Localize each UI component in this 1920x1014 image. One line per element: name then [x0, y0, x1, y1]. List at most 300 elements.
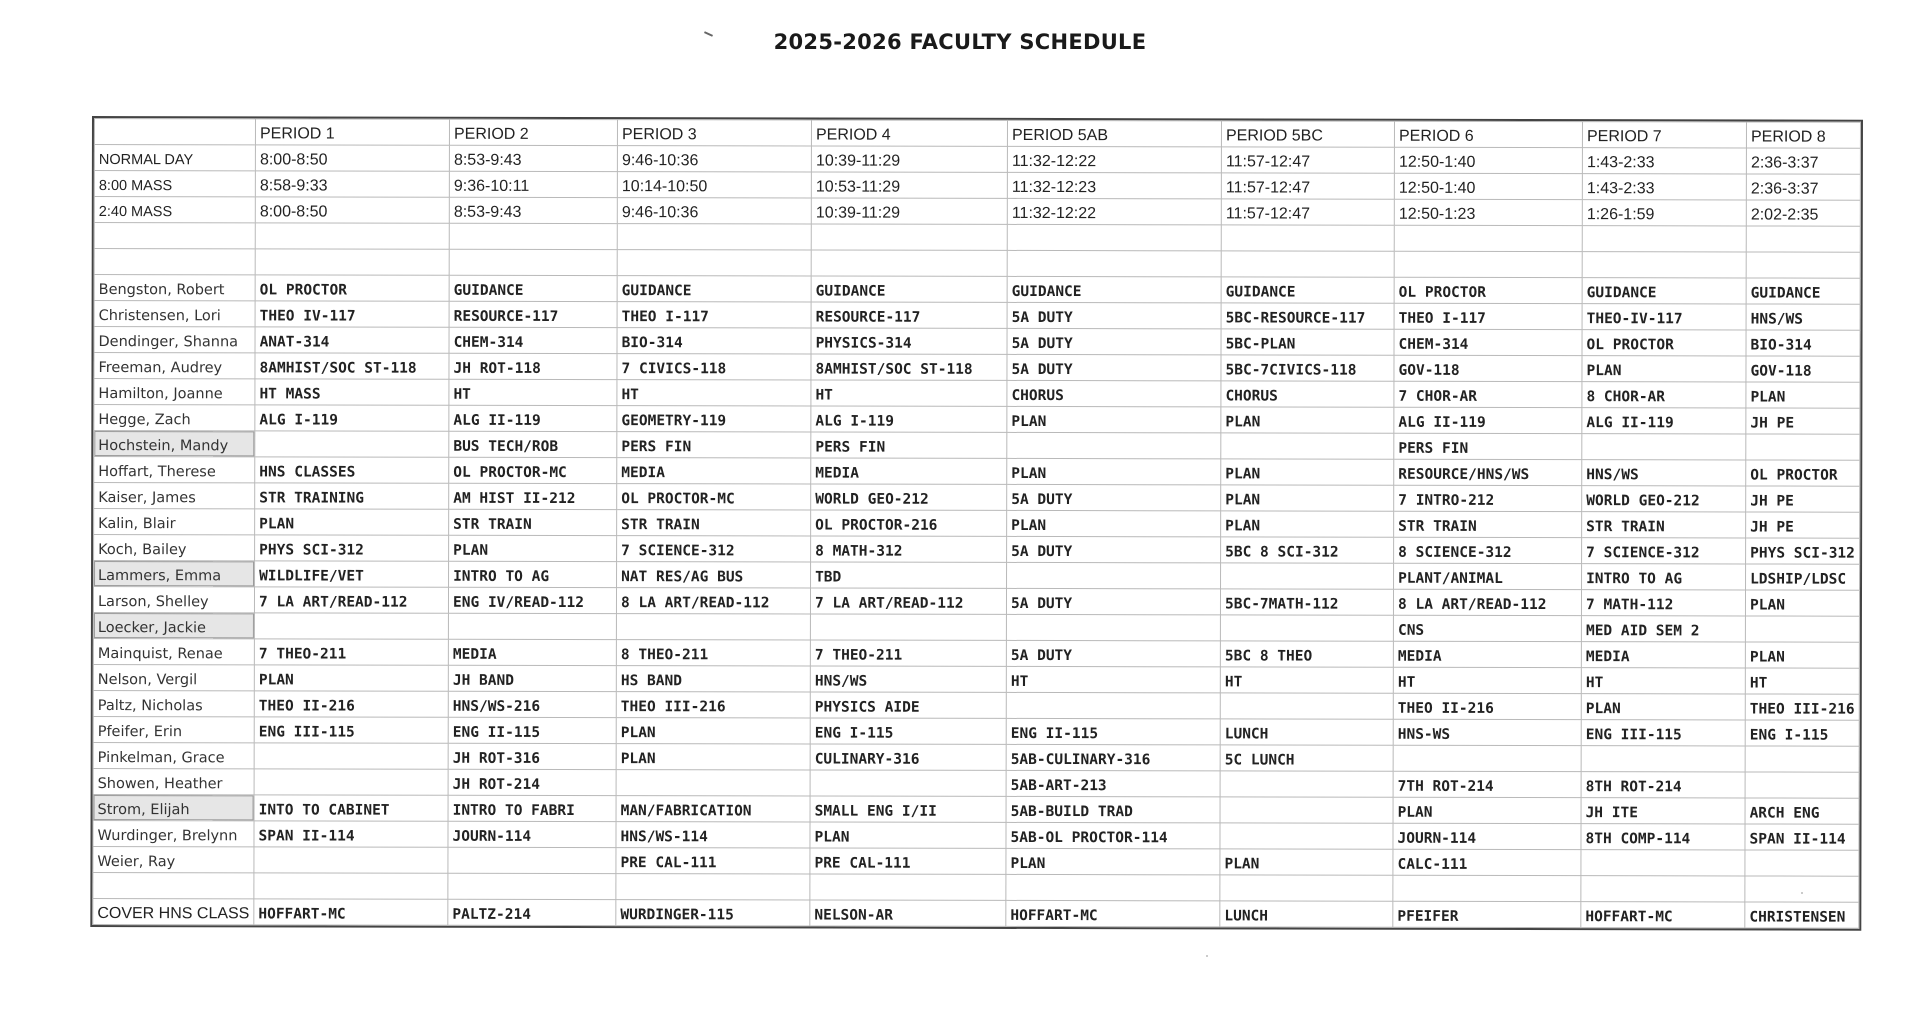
header-label: [94, 119, 255, 145]
faculty-period-5: 5A DUTY: [1007, 484, 1221, 510]
time-period-2: 9:36-10:11: [449, 171, 617, 197]
faculty-period-3: 8 THEO-211: [616, 640, 810, 666]
faculty-period-6: PLAN: [1221, 511, 1394, 537]
time-period-3: 9:46-10:36: [617, 198, 811, 224]
time-period-4: 10:53-11:29: [811, 172, 1007, 198]
faculty-period-2: ENG II-115: [448, 717, 616, 743]
faculty-period-4: HT: [811, 380, 1007, 406]
faculty-period-8: MED AID SEM 2: [1581, 616, 1745, 642]
faculty-period-1: PHYS SCI-312: [255, 535, 449, 561]
faculty-label: Bengston, Robert: [94, 275, 255, 301]
faculty-period-8: 8TH COMP-114: [1581, 824, 1745, 850]
faculty-period-7: GOV-118: [1394, 355, 1582, 381]
faculty-period-1: ALG I-119: [255, 405, 449, 431]
faculty-period-7: THEO I-117: [1394, 303, 1582, 329]
faculty-row: [94, 301, 1860, 331]
faculty-period-1: 7 THEO-211: [254, 639, 448, 665]
faculty-period-3: HS BAND: [616, 666, 810, 692]
faculty-label: Hoffart, Therese: [94, 457, 255, 483]
faculty-period-2: JH ROT-214: [448, 769, 616, 795]
faculty-row: [94, 275, 1860, 305]
faculty-period-8: 7 SCIENCE-312: [1582, 538, 1746, 564]
faculty-period-2: HT: [449, 379, 617, 405]
faculty-period-6: PLAN: [1221, 459, 1394, 485]
faculty-period-7: [1393, 745, 1581, 771]
faculty-period-1: WILDLIFE/VET: [255, 561, 449, 587]
empty-cell: [1220, 875, 1393, 901]
faculty-period-7: 8 SCIENCE-312: [1394, 537, 1582, 563]
faculty-label: Christensen, Lori: [94, 301, 255, 327]
faculty-period-3: BIO-314: [617, 328, 811, 354]
faculty-row: [94, 353, 1860, 383]
faculty-label: Weier, Ray: [93, 847, 254, 873]
faculty-period-8: HNS/WS: [1582, 460, 1746, 486]
faculty-period-5: 5AB-OL PROCTOR-114: [1006, 822, 1220, 848]
faculty-period-3: PERS FIN: [617, 432, 811, 458]
time-row: [94, 197, 1860, 227]
faculty-period-4: WORLD GEO-212: [811, 484, 1007, 510]
empty-cell: [617, 250, 811, 276]
faculty-period-6: 5BC-7CIVICS-118: [1221, 355, 1394, 381]
faculty-label: Hegge, Zach: [94, 405, 255, 431]
faculty-period-8: MEDIA: [1581, 642, 1745, 668]
faculty-period-5: HT: [1006, 666, 1220, 692]
blank-row: [94, 249, 1860, 279]
faculty-period-8: INTRO TO AG: [1582, 564, 1746, 590]
faculty-period-3: THEO I-117: [617, 302, 811, 328]
faculty-label: Hochstein, Mandy: [94, 431, 255, 457]
faculty-period-3: HNS/WS-114: [616, 822, 810, 848]
faculty-period-6: PLAN: [1220, 849, 1393, 875]
faculty-label: Kaiser, James: [94, 483, 255, 509]
header-period-4: PERIOD 4: [811, 120, 1007, 146]
faculty-period-7: ALG II-119: [1394, 407, 1582, 433]
faculty-period-8: STR TRAIN: [1582, 512, 1746, 538]
empty-cell: [255, 223, 449, 249]
empty-cell: [616, 874, 810, 900]
faculty-period-3: STR TRAIN: [617, 510, 811, 536]
faculty-period-8: WORLD GEO-212: [1582, 486, 1746, 512]
faculty-label: Showen, Heather: [93, 769, 254, 795]
empty-cell: [811, 224, 1007, 250]
empty-cell: [811, 250, 1007, 276]
faculty-row: [93, 613, 1859, 643]
faculty-period-1: [254, 769, 448, 795]
time-period-8: 1:43-2:33: [1582, 174, 1746, 200]
cover-period-8: HOFFART-MC: [1581, 902, 1745, 928]
header-period-3: PERIOD 3: [617, 120, 811, 146]
empty-cell: [1221, 225, 1394, 251]
faculty-period-2: PLAN: [449, 535, 617, 561]
faculty-period-9: LDSHIP/LDSC: [1746, 564, 1860, 590]
faculty-period-2: MEDIA: [448, 639, 616, 665]
time-label: NORMAL DAY: [94, 145, 255, 171]
faculty-row: [94, 327, 1860, 357]
faculty-row: [94, 379, 1860, 409]
empty-cell: [1581, 876, 1745, 902]
faculty-period-6: [1221, 433, 1394, 459]
faculty-period-5: [1007, 432, 1221, 458]
faculty-row: [94, 405, 1860, 435]
faculty-row: [94, 509, 1860, 539]
faculty-period-8: JH ITE: [1581, 798, 1745, 824]
faculty-period-9: GOV-118: [1746, 356, 1860, 382]
faculty-period-7: JOURN-114: [1393, 823, 1581, 849]
faculty-row: [93, 847, 1859, 877]
scan-speck: [1206, 955, 1208, 957]
time-period-3: 9:46-10:36: [617, 146, 811, 172]
empty-cell: [94, 249, 255, 275]
time-period-9: 2:36-3:37: [1746, 174, 1860, 200]
faculty-period-8: ENG III-115: [1581, 720, 1745, 746]
faculty-period-9: HNS/WS: [1746, 304, 1860, 330]
header-period-1: PERIOD 1: [255, 119, 449, 145]
faculty-period-7: PLAN: [1393, 797, 1581, 823]
time-row: [94, 145, 1860, 175]
faculty-period-2: [448, 613, 616, 639]
faculty-period-1: PLAN: [255, 509, 449, 535]
faculty-period-9: GUIDANCE: [1746, 278, 1860, 304]
faculty-period-3: [616, 614, 810, 640]
faculty-period-9: [1745, 746, 1859, 772]
faculty-period-9: [1745, 772, 1859, 798]
time-period-7: 12:50-1:40: [1394, 173, 1582, 199]
faculty-row: [93, 717, 1859, 747]
faculty-period-7: MEDIA: [1393, 641, 1581, 667]
faculty-period-3: MAN/FABRICATION: [616, 796, 810, 822]
faculty-period-2: HNS/WS-216: [448, 691, 616, 717]
cover-period-1: HOFFART-MC: [254, 899, 448, 925]
cover-period-3: WURDINGER-115: [616, 900, 810, 926]
faculty-period-4: [810, 770, 1006, 796]
faculty-period-8: 8 CHOR-AR: [1582, 382, 1746, 408]
faculty-period-1: THEO IV-117: [255, 301, 449, 327]
faculty-period-9: ENG I-115: [1745, 720, 1859, 746]
faculty-period-5: 5A DUTY: [1007, 302, 1221, 328]
faculty-period-7: HNS-WS: [1393, 719, 1581, 745]
faculty-label: Mainquist, Renae: [93, 639, 254, 665]
faculty-period-9: [1746, 434, 1860, 460]
faculty-period-3: PLAN: [616, 718, 810, 744]
faculty-period-3: THEO III-216: [616, 692, 810, 718]
faculty-period-5: [1006, 692, 1220, 718]
faculty-period-9: [1745, 850, 1859, 876]
faculty-period-5: 5A DUTY: [1007, 354, 1221, 380]
faculty-period-8: [1581, 746, 1745, 772]
faculty-row: [93, 821, 1859, 851]
cover-period-4: NELSON-AR: [810, 900, 1006, 926]
time-period-9: 2:02-2:35: [1746, 200, 1860, 226]
faculty-period-7: CHEM-314: [1394, 329, 1582, 355]
faculty-period-1: [254, 847, 448, 873]
faculty-period-8: [1582, 434, 1746, 460]
time-period-5: 11:32-12:23: [1007, 172, 1221, 198]
faculty-period-6: CHORUS: [1221, 381, 1394, 407]
time-period-5: 11:32-12:22: [1007, 146, 1221, 172]
faculty-period-4: 7 LA ART/READ-112: [811, 588, 1007, 614]
faculty-period-6: [1220, 771, 1393, 797]
faculty-period-3: 8 LA ART/READ-112: [617, 588, 811, 614]
faculty-period-2: JH ROT-118: [449, 353, 617, 379]
time-period-1: 8:00-8:50: [255, 145, 449, 171]
faculty-period-3: GUIDANCE: [617, 276, 811, 302]
faculty-period-8: 8TH ROT-214: [1581, 772, 1745, 798]
time-period-2: 8:53-9:43: [449, 145, 617, 171]
cover-period-9: CHRISTENSEN: [1745, 902, 1859, 928]
empty-cell: [255, 249, 449, 275]
faculty-period-5: 5A DUTY: [1006, 640, 1220, 666]
faculty-period-4: PERS FIN: [811, 432, 1007, 458]
time-period-5: 11:32-12:22: [1007, 198, 1221, 224]
faculty-period-4: RESOURCE-117: [811, 302, 1007, 328]
empty-cell: [1394, 225, 1582, 251]
header-period-7: PERIOD 6: [1394, 121, 1582, 147]
empty-cell: [1746, 252, 1860, 278]
faculty-period-1: 7 LA ART/READ-112: [255, 587, 449, 613]
faculty-row: [93, 639, 1859, 669]
empty-cell: [810, 874, 1006, 900]
faculty-period-5: GUIDANCE: [1007, 276, 1221, 302]
time-period-9: 2:36-3:37: [1746, 148, 1860, 174]
faculty-label: Loecker, Jackie: [93, 613, 254, 639]
faculty-label: Strom, Elijah: [93, 795, 254, 821]
header-period-2: PERIOD 2: [449, 119, 617, 145]
faculty-period-1: ENG III-115: [254, 717, 448, 743]
faculty-period-6: [1220, 823, 1393, 849]
time-period-2: 8:53-9:43: [449, 197, 617, 223]
empty-cell: [449, 249, 617, 275]
faculty-period-3: 7 CIVICS-118: [617, 354, 811, 380]
faculty-period-2: OL PROCTOR-MC: [449, 457, 617, 483]
faculty-period-2: JH BAND: [448, 665, 616, 691]
faculty-period-7: 7 INTRO-212: [1394, 485, 1582, 511]
faculty-period-1: ANAT-314: [255, 327, 449, 353]
faculty-period-8: [1581, 850, 1745, 876]
faculty-period-6: LUNCH: [1220, 719, 1393, 745]
schedule-table: [92, 118, 1860, 929]
faculty-period-5: 5A DUTY: [1007, 588, 1221, 614]
faculty-period-2: ALG II-119: [449, 405, 617, 431]
faculty-period-7: 8 LA ART/READ-112: [1394, 589, 1582, 615]
faculty-period-7: STR TRAIN: [1394, 511, 1582, 537]
header-period-8: PERIOD 7: [1582, 122, 1746, 148]
faculty-label: Koch, Bailey: [94, 535, 255, 561]
faculty-period-8: PLAN: [1581, 694, 1745, 720]
faculty-label: Freeman, Audrey: [94, 353, 255, 379]
time-period-6: 11:57-12:47: [1221, 173, 1394, 199]
time-period-1: 8:00-8:50: [255, 197, 449, 223]
faculty-period-4: PRE CAL-111: [810, 848, 1006, 874]
faculty-label: Dendinger, Shanna: [94, 327, 255, 353]
empty-cell: [449, 223, 617, 249]
faculty-period-1: PLAN: [254, 665, 448, 691]
faculty-label: Nelson, Vergil: [93, 665, 254, 691]
empty-cell: [1746, 226, 1860, 252]
faculty-period-8: OL PROCTOR: [1582, 330, 1746, 356]
faculty-period-6: 5BC-RESOURCE-117: [1221, 303, 1394, 329]
faculty-period-2: CHEM-314: [449, 327, 617, 353]
faculty-period-1: [255, 431, 449, 457]
faculty-period-1: 8AMHIST/SOC ST-118: [255, 353, 449, 379]
faculty-row: [93, 769, 1859, 799]
faculty-period-3: PRE CAL-111: [616, 848, 810, 874]
faculty-period-5: CHORUS: [1007, 380, 1221, 406]
faculty-period-4: PHYSICS AIDE: [810, 692, 1006, 718]
schedule-sheet: [90, 116, 1863, 931]
faculty-period-6: 5BC 8 SCI-312: [1221, 537, 1394, 563]
faculty-period-6: 5BC-PLAN: [1221, 329, 1394, 355]
time-period-3: 10:14-10:50: [617, 172, 811, 198]
faculty-period-8: 7 MATH-112: [1582, 590, 1746, 616]
faculty-period-6: [1220, 615, 1393, 641]
scan-speck: [1801, 892, 1803, 894]
time-period-1: 8:58-9:33: [255, 171, 449, 197]
faculty-row: [93, 743, 1859, 773]
faculty-period-5: 5A DUTY: [1007, 328, 1221, 354]
faculty-period-4: PHYSICS-314: [811, 328, 1007, 354]
empty-cell: [1393, 875, 1581, 901]
faculty-period-5: PLAN: [1007, 458, 1221, 484]
faculty-period-9: ARCH ENG: [1745, 798, 1859, 824]
cover-period-5: HOFFART-MC: [1006, 900, 1220, 926]
faculty-period-5: ENG II-115: [1006, 718, 1220, 744]
faculty-period-5: 5AB-CULINARY-316: [1006, 744, 1220, 770]
faculty-label: Hamilton, Joanne: [94, 379, 255, 405]
faculty-period-3: NAT RES/AG BUS: [617, 562, 811, 588]
faculty-period-2: GUIDANCE: [449, 275, 617, 301]
faculty-period-9: [1745, 616, 1859, 642]
faculty-label: Wurdinger, Brelynn: [93, 821, 254, 847]
faculty-period-4: TBD: [811, 562, 1007, 588]
faculty-period-2: INTRO TO AG: [449, 561, 617, 587]
faculty-period-4: 8 MATH-312: [811, 536, 1007, 562]
faculty-period-5: [1007, 562, 1221, 588]
faculty-period-2: ENG IV/READ-112: [449, 587, 617, 613]
faculty-period-7: HT: [1393, 667, 1581, 693]
faculty-period-1: STR TRAINING: [255, 483, 449, 509]
faculty-period-2: INTRO TO FABRI: [448, 795, 616, 821]
faculty-period-1: [254, 743, 448, 769]
time-period-8: 1:26-1:59: [1582, 200, 1746, 226]
faculty-period-9: JH PE: [1746, 408, 1860, 434]
empty-cell: [1745, 876, 1859, 902]
faculty-period-3: OL PROCTOR-MC: [617, 484, 811, 510]
page-title: 2025-2026 FACULTY SCHEDULE: [773, 30, 1147, 54]
faculty-period-3: [616, 770, 810, 796]
faculty-period-9: BIO-314: [1746, 330, 1860, 356]
cover-period-6: LUNCH: [1220, 901, 1393, 927]
time-period-7: 12:50-1:40: [1394, 147, 1582, 173]
faculty-period-6: 5BC 8 THEO: [1220, 641, 1393, 667]
time-label: 8:00 MASS: [94, 171, 255, 197]
faculty-period-8: HT: [1581, 668, 1745, 694]
faculty-period-1: OL PROCTOR: [255, 275, 449, 301]
faculty-period-6: [1220, 693, 1393, 719]
empty-cell: [1582, 226, 1746, 252]
header-period-9: PERIOD 8: [1746, 122, 1860, 148]
faculty-period-7: PERS FIN: [1394, 433, 1582, 459]
faculty-period-9: HT: [1745, 668, 1859, 694]
faculty-period-1: SPAN II-114: [254, 821, 448, 847]
faculty-period-7: 7 CHOR-AR: [1394, 381, 1582, 407]
time-period-7: 12:50-1:23: [1394, 199, 1582, 225]
faculty-period-4: OL PROCTOR-216: [811, 510, 1007, 536]
faculty-period-6: 5BC-7MATH-112: [1221, 589, 1394, 615]
faculty-period-4: PLAN: [810, 822, 1006, 848]
faculty-period-1: INTO TO CABINET: [254, 795, 448, 821]
faculty-period-8: PLAN: [1582, 356, 1746, 382]
faculty-period-8: GUIDANCE: [1582, 278, 1746, 304]
faculty-period-7: RESOURCE/HNS/WS: [1394, 459, 1582, 485]
faculty-period-2: RESOURCE-117: [449, 301, 617, 327]
faculty-period-5: [1006, 614, 1220, 640]
faculty-period-9: JH PE: [1746, 512, 1860, 538]
faculty-period-3: PLAN: [616, 744, 810, 770]
faculty-period-4: ENG I-115: [810, 718, 1006, 744]
faculty-period-4: SMALL ENG I/II: [810, 796, 1006, 822]
faculty-period-2: JOURN-114: [448, 821, 616, 847]
time-row: [94, 171, 1860, 201]
faculty-period-4: MEDIA: [811, 458, 1007, 484]
faculty-period-5: 5AB-BUILD TRAD: [1006, 796, 1220, 822]
faculty-period-9: OL PROCTOR: [1746, 460, 1860, 486]
faculty-period-2: STR TRAIN: [449, 509, 617, 535]
faculty-period-4: GUIDANCE: [811, 276, 1007, 302]
faculty-period-5: PLAN: [1006, 848, 1220, 874]
empty-cell: [94, 223, 255, 249]
faculty-period-2: [448, 847, 616, 873]
blank-row: [94, 223, 1860, 253]
faculty-row: [93, 665, 1859, 695]
header-period-5: PERIOD 5AB: [1007, 120, 1221, 146]
empty-cell: [1582, 252, 1746, 278]
faculty-period-4: 8AMHIST/SOC ST-118: [811, 354, 1007, 380]
time-period-8: 1:43-2:33: [1582, 148, 1746, 174]
faculty-label: Kalin, Blair: [94, 509, 255, 535]
time-period-6: 11:57-12:47: [1221, 147, 1394, 173]
faculty-period-8: THEO-IV-117: [1582, 304, 1746, 330]
faculty-period-4: HNS/WS: [810, 666, 1006, 692]
empty-cell: [1006, 874, 1220, 900]
faculty-period-9: PLAN: [1745, 642, 1859, 668]
faculty-period-3: MEDIA: [617, 458, 811, 484]
faculty-row: [94, 483, 1860, 513]
faculty-row: [93, 795, 1859, 825]
faculty-period-9: SPAN II-114: [1745, 824, 1859, 850]
faculty-period-9: THEO III-216: [1745, 694, 1859, 720]
faculty-period-9: PLAN: [1746, 590, 1860, 616]
time-period-4: 10:39-11:29: [811, 146, 1007, 172]
faculty-period-6: GUIDANCE: [1221, 277, 1394, 303]
faculty-period-5: 5A DUTY: [1007, 536, 1221, 562]
faculty-period-5: 5AB-ART-213: [1006, 770, 1220, 796]
faculty-period-1: HNS CLASSES: [255, 457, 449, 483]
faculty-period-7: CALC-111: [1393, 849, 1581, 875]
faculty-period-3: HT: [617, 380, 811, 406]
faculty-period-7: 7TH ROT-214: [1393, 771, 1581, 797]
faculty-period-6: PLAN: [1221, 485, 1394, 511]
blank-row: [93, 873, 1859, 903]
faculty-period-1: THEO II-216: [254, 691, 448, 717]
empty-cell: [254, 873, 448, 899]
faculty-period-7: THEO II-216: [1393, 693, 1581, 719]
faculty-row: [94, 457, 1860, 487]
faculty-period-8: ALG II-119: [1582, 408, 1746, 434]
faculty-label: Pfeifer, Erin: [93, 717, 254, 743]
faculty-period-6: 5C LUNCH: [1220, 745, 1393, 771]
faculty-period-1: HT MASS: [255, 379, 449, 405]
time-period-6: 11:57-12:47: [1221, 199, 1394, 225]
